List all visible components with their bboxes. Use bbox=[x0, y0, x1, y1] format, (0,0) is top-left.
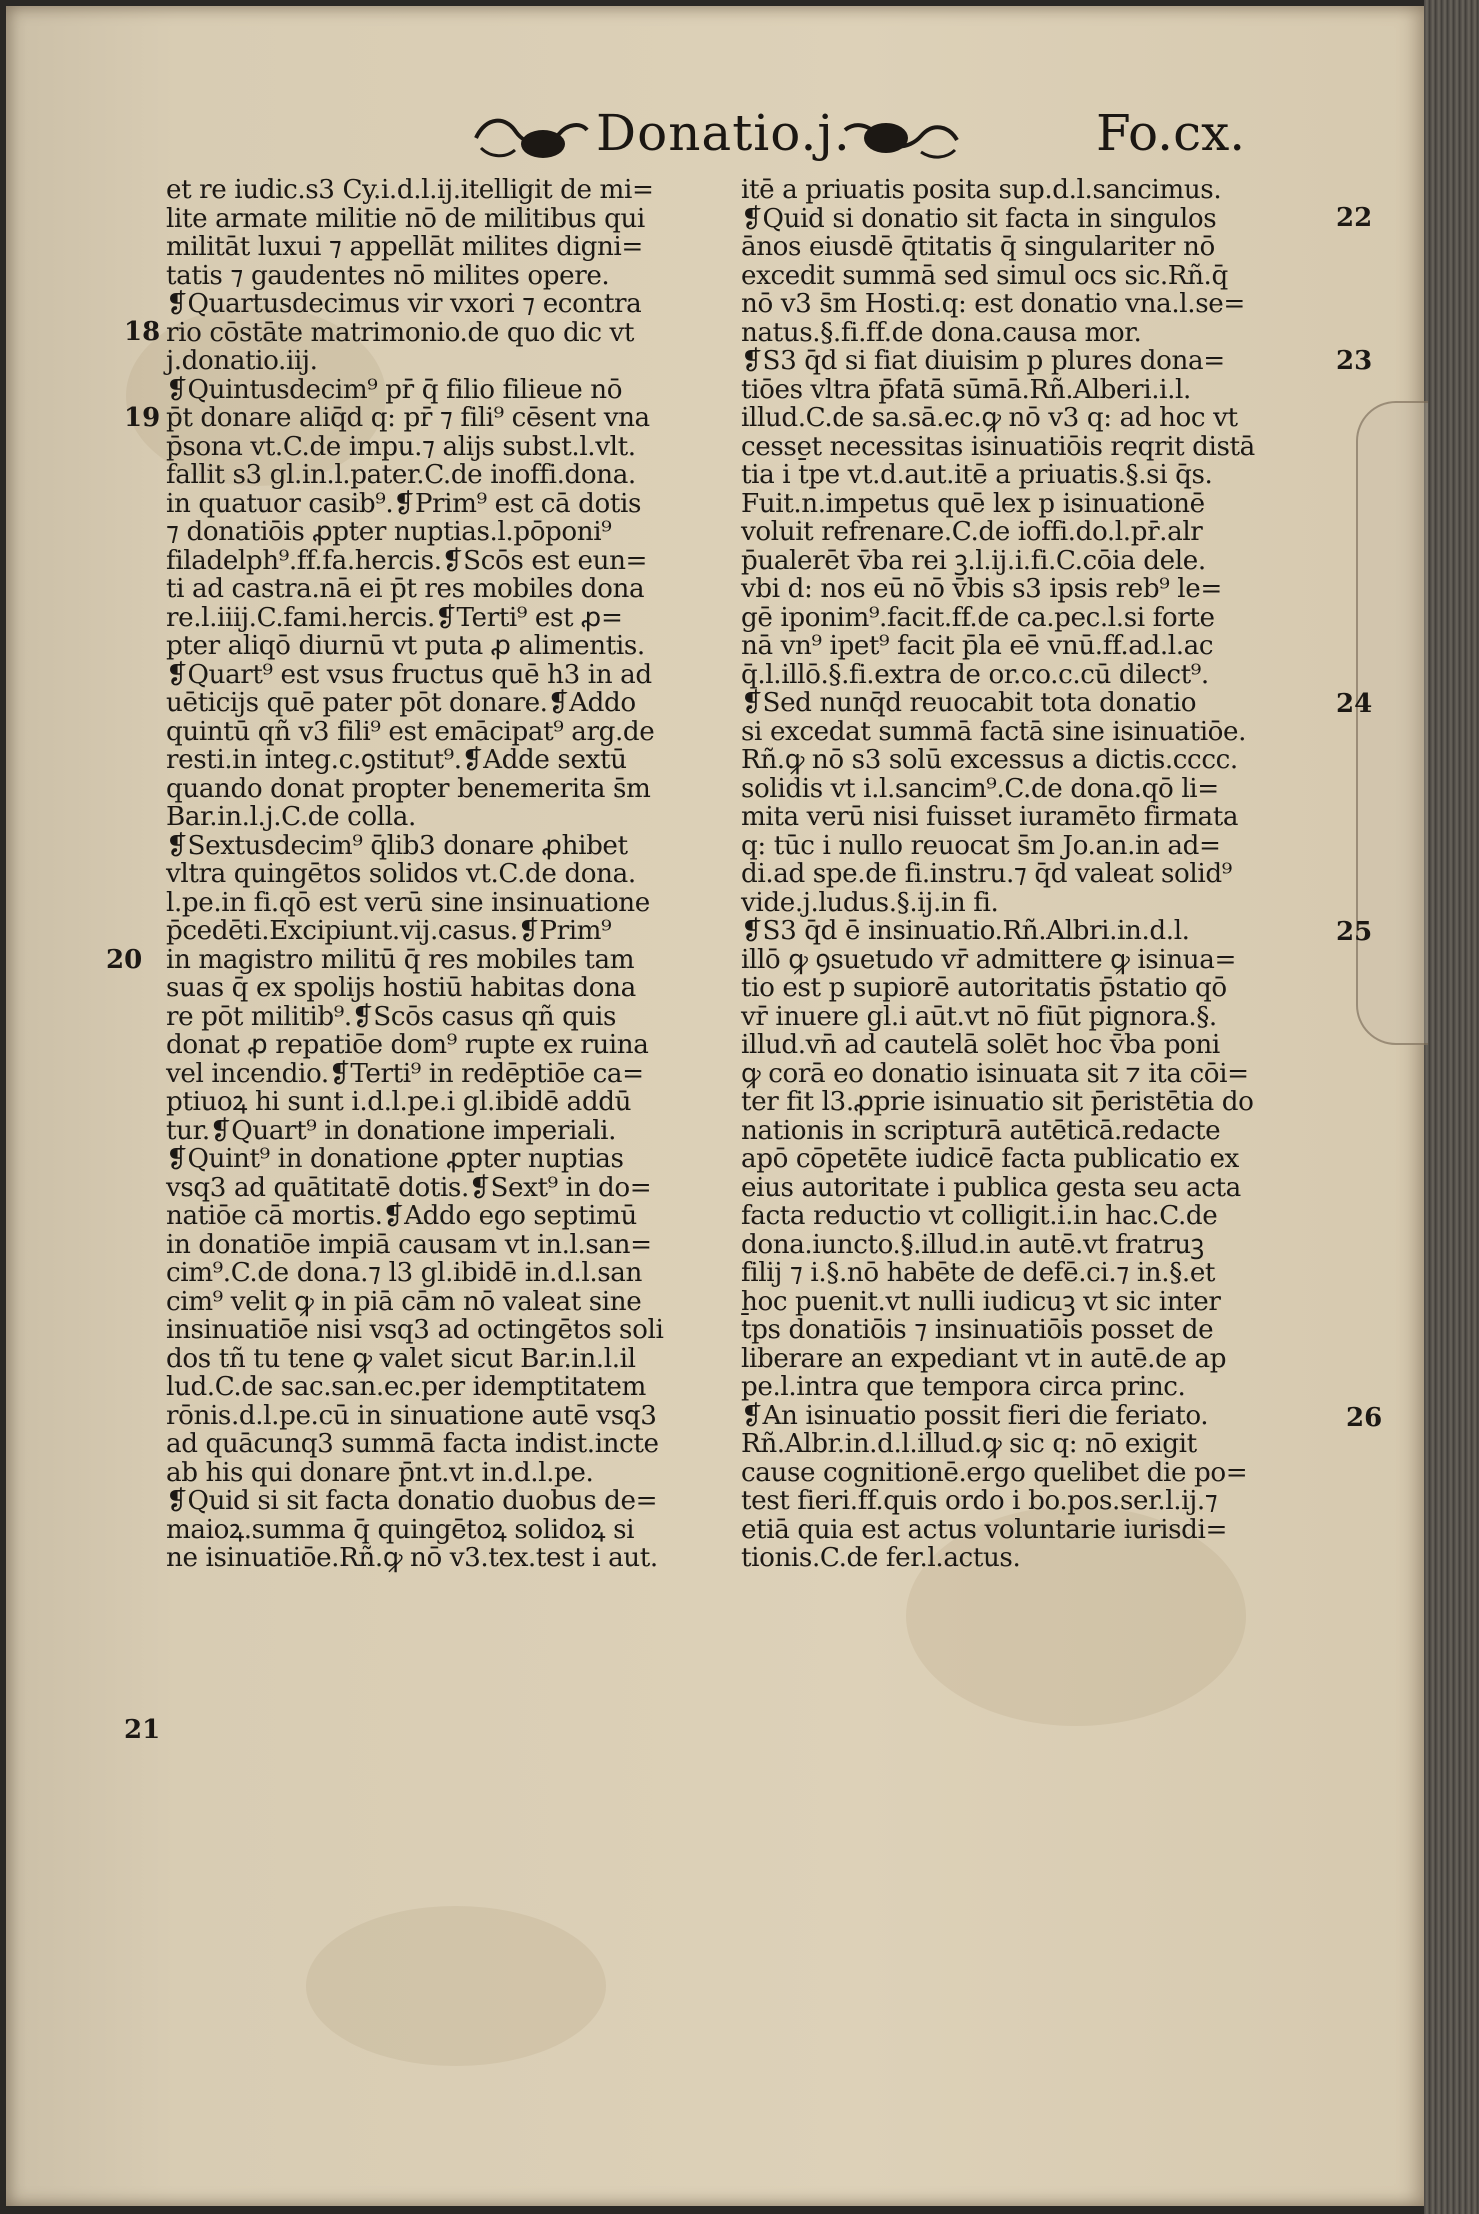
text-line: uēticijs quē pater pōt donare.❡Addo bbox=[166, 688, 636, 718]
text-line: vltra quingētos solidos vt.C.de dona. bbox=[166, 859, 636, 889]
text-line: q: tūc i nullo reuocat s̄m Jo.an.in ad= bbox=[741, 830, 1221, 861]
text-line: voluit refrenare.C.de ioffi.do.l.pr̄.alr bbox=[741, 517, 1203, 547]
text-line: Bar.in.l.j.C.de colla. bbox=[166, 802, 416, 832]
text-line: ptiuoꝝ hi sunt i.d.l.pe.i gl.ibidē addū bbox=[166, 1087, 632, 1117]
page-tab bbox=[1356, 401, 1428, 1045]
text-line: gē iponim⁹.facit.ff.de ca.pec.l.si forte bbox=[741, 602, 1215, 633]
text-line: ❡Quart⁹ est vsus fructus quē h3 in ad bbox=[166, 659, 652, 690]
text-line: tionis.C.de fer.l.actus. bbox=[741, 1543, 1021, 1573]
text-line: in donatiōe impiā causam vt in.l.san= bbox=[166, 1229, 652, 1260]
text-line: pe.l.intra que tempora circa princ. bbox=[741, 1372, 1186, 1402]
ornament-right-icon bbox=[841, 108, 961, 166]
text-line: ❡An isinuatio possit fieri die feriato. bbox=[741, 1400, 1209, 1431]
text-line: in quatuor casib⁹.❡Prim⁹ est cā dotis bbox=[166, 488, 642, 519]
text-line: illud.vn̄ ad cautelā solēt hoc v̄ba poni bbox=[741, 1030, 1220, 1060]
text-line: excedit summā sed simul ocs sic.Rñ.q̄ bbox=[741, 260, 1228, 291]
text-line: lite armate militie nō de militibus qui bbox=[166, 203, 645, 234]
text-line: vsq3 ad quātitatē dotis.❡Sext⁹ in do= bbox=[166, 1172, 652, 1203]
text-line: mita verū nisi fuisset iuramēto firmata bbox=[741, 802, 1239, 832]
text-line: ꝙ corā eo donatio isinuata sit ⁊ ita cōi= bbox=[741, 1058, 1249, 1089]
text-line: si excedat summā factā sine isinuatiōe. bbox=[741, 716, 1247, 747]
text-line: test fieri.ff.quis ordo i bo.pos.ser.l.ij.⁊ bbox=[741, 1486, 1218, 1516]
text-line: dona.iuncto.§.illud.in autē.vt fratruꝫ bbox=[741, 1229, 1204, 1260]
text-line: ❡Quintusdecim⁹ pr̄ q̄ filio filieue nō bbox=[166, 374, 623, 405]
text-line: t̄ps donatiōis ⁊ insinuatiōis posset de bbox=[741, 1315, 1214, 1345]
page-header bbox=[436, 104, 1256, 174]
margin-number-25: 25 bbox=[1336, 917, 1373, 947]
text-line: re.l.iiij.C.fami.hercis.❡Terti⁹ est ꝓ= bbox=[166, 602, 623, 633]
text-line: itē a priuatis posita sup.d.l.sancimus. bbox=[741, 175, 1222, 205]
text-line: illō ꝙ ꝯsuetudo vr̄ admittere ꝙ isinua= bbox=[741, 944, 1236, 975]
text-line: ❡Quid si donatio sit facta in singulos bbox=[741, 203, 1217, 234]
text-line: suas q̄ ex spolijs hostiū habitas dona bbox=[166, 973, 636, 1003]
text-line: quintū qñ v3 fili⁹ est emācipat⁹ arg.de bbox=[166, 716, 655, 747]
text-line: cesset necessitas isinuatiōis reqrit distā bbox=[741, 431, 1255, 462]
text-line: tiōes vltra p̄fatā sūmā.Rñ.Alberi.i.l. bbox=[741, 374, 1191, 405]
text-line: eius autoritate i publica gesta seu acta bbox=[741, 1172, 1241, 1203]
text-line: etiā quia est actus voluntarie iurisdi= bbox=[741, 1514, 1228, 1545]
text-line: di.ad spe.de fi.instru.⁊ q̄d valeat solid⁹ bbox=[741, 859, 1232, 889]
text-line: tur.❡Quart⁹ in donatione imperiali. bbox=[166, 1115, 617, 1146]
text-line: ne isinuatiōe.Rñ.ꝙ nō v3.tex.test i aut. bbox=[166, 1543, 658, 1573]
text-line: solidis vt i.l.sancim⁹.C.de dona.qō li= bbox=[741, 773, 1219, 804]
text-line: ab his qui donare p̄nt.vt in.d.l.pe. bbox=[166, 1457, 594, 1488]
text-line: re pōt militib⁹.❡Scōs casus qñ quis bbox=[166, 1001, 616, 1032]
text-line: maioꝝ.summa q̄ quingētoꝝ solidoꝝ si bbox=[166, 1514, 635, 1545]
margin-number-20: 20 bbox=[106, 945, 143, 975]
text-line: ti ad castra.nā ei p̄t res mobiles dona bbox=[166, 574, 645, 604]
text-line: rōnis.d.l.pe.cū in sinuatione autē vsq3 bbox=[166, 1400, 657, 1431]
text-line: cim⁹.C.de dona.⁊ l3 gl.ibidē in.d.l.san bbox=[166, 1258, 642, 1288]
text-line: tio est p supiorē autoritatis p̄statio qō bbox=[741, 973, 1227, 1003]
text-line: pter aliqō diurnū vt puta ꝓ alimentis. bbox=[166, 631, 645, 661]
text-line: ānos eiusdē q̄titatis q̄ singulariter nō bbox=[741, 232, 1215, 262]
text-line: Rñ.Albr.in.d.l.illud.ꝙ sic q: nō exigit bbox=[741, 1429, 1197, 1459]
text-line: p̄ualerēt v̄ba rei ꝫ.l.ij.i.fi.C.cōia dele. bbox=[741, 545, 1206, 576]
text-line: militāt luxui ⁊ appellāt milites digni= bbox=[166, 232, 643, 262]
text-line: ❡S3 q̄d si fiat diuisim p plures dona= bbox=[741, 346, 1225, 376]
text-line: donat ꝓ repatiōe dom⁹ rupte ex ruina bbox=[166, 1030, 649, 1060]
text-line: j.donatio.iij. bbox=[166, 346, 318, 376]
text-line: nō v3 s̄m Hosti.q: est donatio vna.l.se= bbox=[741, 289, 1245, 319]
text-line: Rñ.ꝙ nō s3 solū excessus a dictis.cccc. bbox=[741, 745, 1238, 775]
text-line: tia i t̄pe vt.d.aut.itē a priuatis.§.si q̄s. bbox=[741, 460, 1213, 490]
margin-number-23: 23 bbox=[1336, 346, 1373, 376]
book-page bbox=[6, 6, 1424, 2206]
text-line: filadelph⁹.ff.fa.hercis.❡Scōs est eun= bbox=[166, 545, 648, 576]
left-column bbox=[166, 176, 766, 1573]
text-line: ❡Quartusdecimus vir vxori ⁊ econtra bbox=[166, 289, 642, 319]
text-line: ❡Quid si sit facta donatio duobus de= bbox=[166, 1486, 658, 1516]
text-line: lud.C.de sac.san.ec.per idemptitatem bbox=[166, 1372, 646, 1402]
text-line: in magistro militū q̄ res mobiles tam bbox=[166, 944, 635, 975]
text-line: fallit s3 gl.in.l.pater.C.de inoffi.dona. bbox=[166, 460, 636, 490]
text-line: p̄cedēti.Excipiunt.vij.casus.❡Prim⁹ bbox=[166, 916, 612, 946]
text-line: ter fit l3.ꝓprie isinuatio sit p̄eristētia do bbox=[741, 1087, 1254, 1117]
text-line: nā vn⁹ ipet⁹ facit p̄la eē vnū.ff.ad.l.ac bbox=[741, 631, 1214, 661]
text-line: l.pe.in fi.qō est verū sine insinuatione bbox=[166, 887, 650, 918]
margin-number-18: 18 bbox=[124, 317, 161, 347]
text-line: ❡Sextusdecim⁹ q̄lib3 donare ꝓhibet bbox=[166, 830, 628, 861]
text-line: natus.§.fi.ff.de dona.causa mor. bbox=[741, 317, 1142, 348]
text-line: q̄.l.illō.§.fi.extra de or.co.c.cū dilect⁹. bbox=[741, 659, 1209, 690]
running-title: Donatio.j. bbox=[596, 104, 851, 162]
text-line: tatis ⁊ gaudentes nō milites opere. bbox=[166, 260, 610, 291]
margin-number-21: 21 bbox=[124, 1715, 161, 1745]
text-line: p̄t donare aliq̄d q: pr̄ ⁊ fili⁹ cēsent vna bbox=[166, 403, 650, 433]
text-line: ❡Quint⁹ in donatione ꝓpter nuptias bbox=[166, 1144, 624, 1174]
text-line: facta reductio vt colligit.i.in hac.C.de bbox=[741, 1201, 1218, 1231]
text-line: illud.C.de sa.sā.ec.ꝙ nō v3 q: ad hoc vt bbox=[741, 403, 1238, 433]
text-line: p̄sona vt.C.de impu.⁊ alijs subst.l.vlt. bbox=[166, 431, 636, 462]
text-line: insinuatiōe nisi vsq3 ad octingētos soli bbox=[166, 1315, 664, 1345]
text-line: ad quācunq3 summā facta indist.incte bbox=[166, 1429, 659, 1459]
text-line: cause cognitionē.ergo quelibet die po= bbox=[741, 1457, 1248, 1488]
margin-number-22: 22 bbox=[1336, 203, 1373, 233]
text-line: Fuit.n.impetus quē lex p isinuationē bbox=[741, 488, 1205, 519]
text-line: vbi d: nos eū nō v̄bis s3 ipsis reb⁹ le= bbox=[741, 574, 1222, 604]
text-line: ❡S3 q̄d ē insinuatio.Rñ.Albri.in.d.l. bbox=[741, 916, 1190, 946]
text-line: apō cōpetēte iudicē facta publicatio ex bbox=[741, 1144, 1239, 1174]
folio-number: Fo.cx. bbox=[1096, 104, 1246, 162]
text-line: ⁊ donatiōis ꝓpter nuptias.l.pōponi⁹ bbox=[166, 517, 612, 547]
text-line: vr̄ inuere gl.i aūt.vt nō fiūt pignora.§. bbox=[741, 1001, 1217, 1032]
ornament-left-icon bbox=[471, 108, 591, 166]
text-line: ❡Sed nunq̄d reuocabit tota donatio bbox=[741, 688, 1197, 718]
text-line: et re iudic.s3 Cy.i.d.l.ij.itelligit de mi= bbox=[166, 175, 654, 205]
margin-number-24: 24 bbox=[1336, 689, 1373, 719]
text-line: liberare an expediant vt in autē.de ap bbox=[741, 1343, 1227, 1374]
margin-number-26: 26 bbox=[1346, 1403, 1383, 1433]
text-line: natiōe cā mortis.❡Addo ego septimū bbox=[166, 1201, 637, 1231]
text-line: hoc puenit.vt nulli iudicuꝫ vt sic inter bbox=[741, 1286, 1221, 1317]
right-column bbox=[741, 176, 1353, 1573]
text-line: filij ⁊ i.§.nō habēte de defē.ci.⁊ in.§.et bbox=[741, 1258, 1216, 1288]
book-edge bbox=[1424, 0, 1479, 2214]
text-line: quando donat propter benemerita s̄m bbox=[166, 773, 651, 804]
text-line: dos tñ tu tene ꝙ valet sicut Bar.in.l.il bbox=[166, 1343, 636, 1374]
text-line: nationis in scripturā autēticā.redacte bbox=[741, 1115, 1221, 1146]
text-line: vide.j.ludus.§.ij.in fi. bbox=[741, 887, 999, 918]
text-line: cim⁹ velit ꝙ in piā cām nō valeat sine bbox=[166, 1286, 642, 1317]
text-line: rio cōstāte matrimonio.de quo dic vt bbox=[166, 317, 635, 348]
text-line: resti.in integ.c.ꝯstitut⁹.❡Adde sextū bbox=[166, 745, 627, 775]
text-line: vel incendio.❡Terti⁹ in redēptiōe ca= bbox=[166, 1058, 644, 1089]
margin-number-19: 19 bbox=[124, 403, 161, 433]
